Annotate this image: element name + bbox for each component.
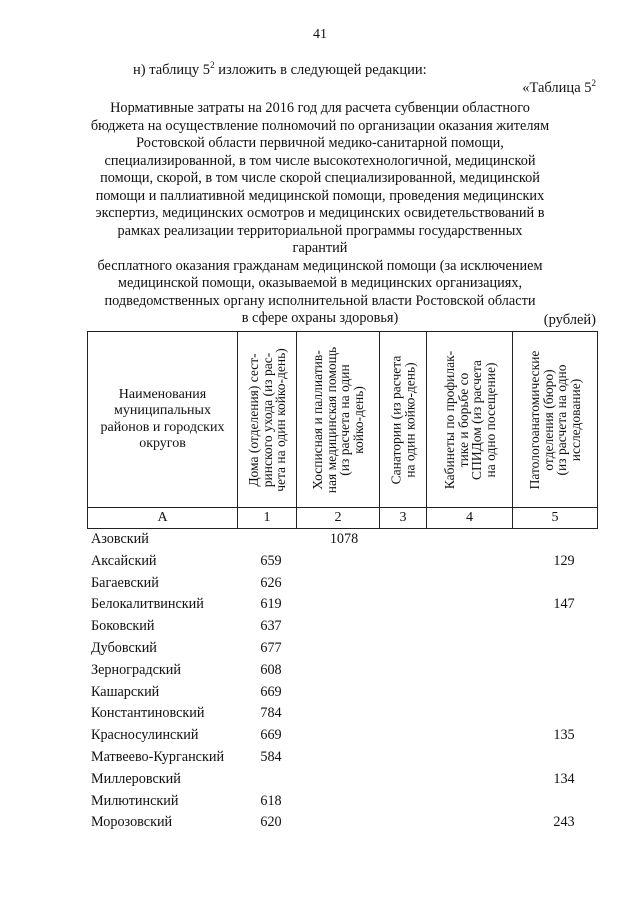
- nursing-care-cell: 669: [260, 683, 282, 700]
- page-number: 41: [313, 27, 327, 42]
- column-number-2: 2: [297, 508, 380, 529]
- title-line: помощи и паллиативной медицинской помощи, проведения медицинских: [95, 187, 545, 204]
- title-line: медицинской помощи, оказываемой в медицинских организациях,: [117, 275, 523, 291]
- table-row: [0, 618, 640, 640]
- title-line: специализированной, в том числе высокотехнологичной, медицинской: [104, 152, 536, 169]
- hospice-care-cell: 1078: [329, 531, 359, 547]
- column-header-4: [427, 332, 513, 508]
- title-line: подведомственных органу исполнительной власти Ростовской области: [104, 292, 536, 309]
- column-header-3: [380, 332, 427, 508]
- table-row: [0, 771, 640, 793]
- title-line: в сфере охраны здоровья): [241, 310, 399, 326]
- intro-text-after: изложить в следующей редакции:: [214, 61, 427, 78]
- table-row: [0, 749, 640, 771]
- district-name-cell: Аксайский: [91, 552, 157, 569]
- table-row: [0, 596, 640, 618]
- district-name-cell: Азовский: [91, 531, 149, 547]
- district-name-cell: Белокалитвинский: [91, 596, 204, 613]
- district-name-cell: Миллеровский: [91, 770, 181, 787]
- name-column-header: [88, 332, 238, 508]
- district-name-cell: Красносулинский: [91, 727, 199, 744]
- title-line: бюджета на осуществление полномочий по организации оказания жителям: [90, 117, 550, 134]
- title-line: Нормативные затраты на 2016 год для расчета субвенции областного: [110, 100, 530, 116]
- pathology-cell: 135: [553, 727, 575, 744]
- title-line: рамках реализации территориальной программы государственных гарантий: [117, 222, 523, 256]
- nursing-care-cell: 620: [260, 814, 282, 831]
- district-name-cell: Зерноградский: [91, 661, 181, 678]
- table-row: [0, 684, 640, 706]
- table-row: [0, 553, 640, 575]
- table-row: [0, 640, 640, 662]
- intro-text-before: н) таблицу 5: [133, 61, 211, 78]
- pathology-cell: 147: [553, 596, 575, 613]
- pathology-cell: 134: [553, 770, 575, 787]
- table-label-text: «Таблица 5: [522, 79, 592, 96]
- column-header-5: [513, 332, 598, 508]
- name-column-header-text: Наименования муниципальных районов и городских округов: [100, 386, 225, 451]
- district-name-cell: Боковский: [91, 618, 155, 635]
- table-row: [0, 793, 640, 815]
- column-header-2: [297, 332, 380, 508]
- column-header-1: [238, 332, 297, 508]
- column-header-4-text: Кабинеты по профилак- тике и борьбе со СПИДом (из расчета на одно посещение): [441, 350, 497, 489]
- table-header: [87, 331, 598, 529]
- column-number-a: А: [88, 508, 238, 529]
- title-line: бесплатного оказания гражданам медицинской помощи (за исключением: [97, 257, 543, 274]
- nursing-care-cell: 784: [260, 705, 282, 722]
- nursing-care-cell: 618: [260, 792, 282, 809]
- table-row: [0, 531, 640, 553]
- document-title: [90, 100, 550, 328]
- table-label: [522, 78, 596, 97]
- nursing-care-cell: 608: [260, 661, 282, 678]
- unit-label: (рублей): [543, 312, 596, 328]
- column-number-1: 1: [238, 508, 297, 529]
- nursing-care-cell: 584: [260, 748, 282, 765]
- nursing-care-cell: 677: [260, 639, 282, 656]
- nursing-care-cell: 619: [260, 596, 282, 613]
- table-row: [0, 662, 640, 684]
- nursing-care-cell: 659: [260, 552, 282, 569]
- table-row: [0, 727, 640, 749]
- amendment-intro: [133, 60, 427, 79]
- column-number-3: 3: [380, 508, 427, 529]
- nursing-care-cell: 669: [260, 727, 282, 744]
- district-name-cell: Дубовский: [91, 639, 157, 656]
- table-label-superscript: 2: [591, 78, 596, 88]
- table-row: [0, 814, 640, 836]
- title-line: помощи, скорой, в том числе скорой специализированной, медицинской: [100, 170, 540, 186]
- column-header-3-text: Санатории (из расчета на один койко-день): [388, 355, 417, 484]
- district-name-cell: Константиновский: [91, 705, 205, 722]
- pathology-cell: 129: [553, 552, 575, 569]
- district-name-cell: Морозовский: [91, 814, 173, 831]
- district-name-cell: Багаевский: [91, 574, 159, 591]
- header-row: [88, 332, 598, 508]
- table-row: [0, 575, 640, 597]
- column-number-row: [88, 508, 598, 529]
- column-number-5: 5: [513, 508, 598, 529]
- column-header-2-text: Хосписная и паллиатив- ная медицинская помощь (из расчета на один койко-день): [310, 346, 366, 493]
- column-header-1-text: Дома (отделения) сест- ринского ухода (из рас- чета на один койко-день): [245, 347, 288, 492]
- column-header-5-text: Патологоанатомические отделения (бюро) (из расчета на одно исследование): [527, 350, 583, 489]
- district-name-cell: Матвеево-Курганский: [91, 748, 225, 765]
- column-number-4: 4: [427, 508, 513, 529]
- table-row: [0, 705, 640, 727]
- table-body: [0, 531, 640, 836]
- intro-superscript: 2: [210, 60, 215, 70]
- nursing-care-cell: 637: [260, 618, 282, 635]
- title-line: экспертиз, медицинских осмотров и медицинских освидетельствований в: [95, 205, 545, 221]
- district-name-cell: Милютинский: [91, 792, 179, 809]
- district-name-cell: Кашарский: [91, 683, 160, 700]
- title-line: Ростовской области первичной медико-санитарной помощи,: [136, 135, 504, 151]
- pathology-cell: 243: [553, 814, 575, 831]
- nursing-care-cell: 626: [260, 574, 282, 591]
